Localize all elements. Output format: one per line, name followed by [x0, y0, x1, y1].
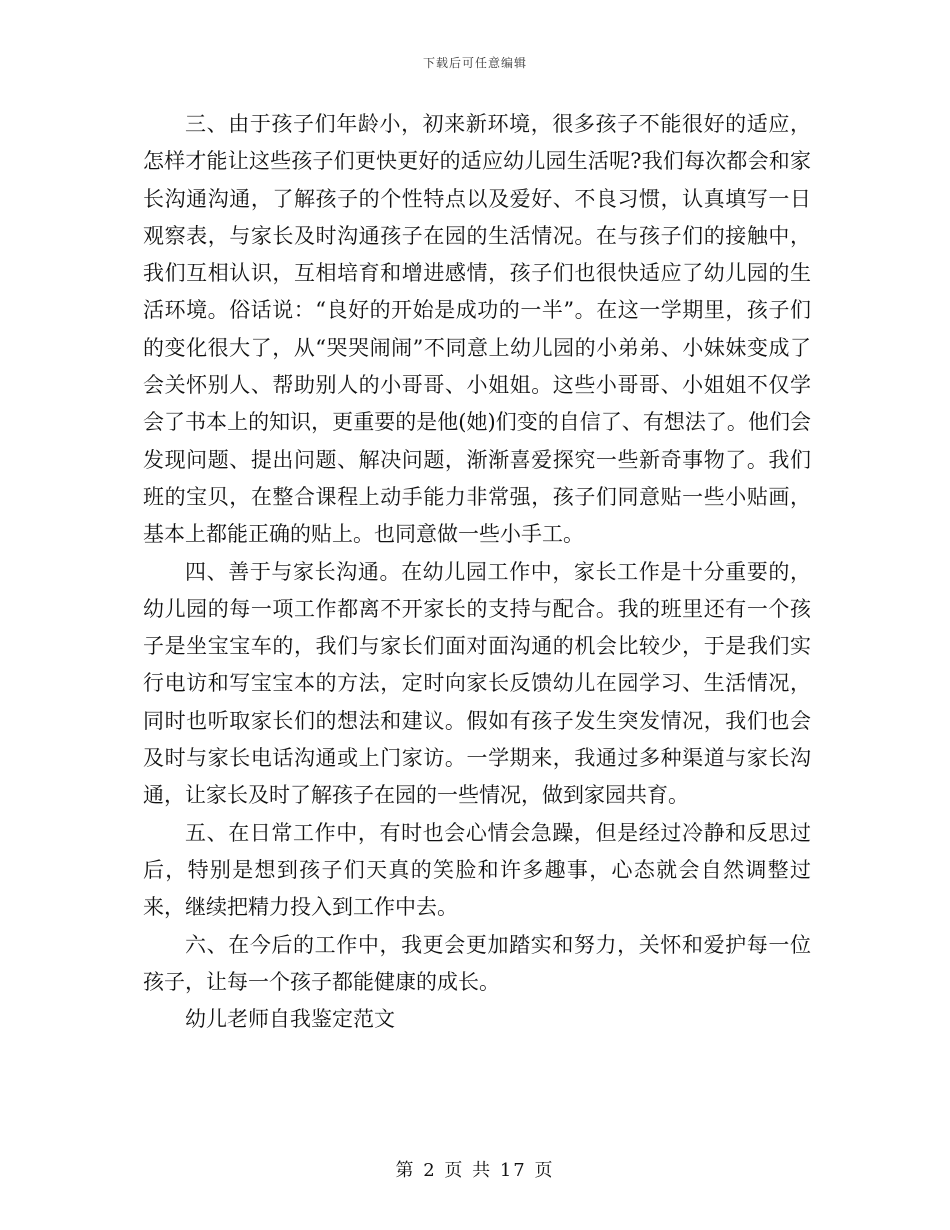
paragraph-five: 五、在日常工作中，有时也会心情会急躁，但是经过冷静和反思过后，特别是想到孩子们天真的笑脸和许多趣事，心态就会自然调整过来，继续把精力投入到工作中去。 [143, 820, 811, 920]
paragraph-four: 四、善于与家长沟通。在幼儿园工作中，家长工作是十分重要的，幼儿园的每一项工作都离不开家长的支持与配合。我的班里还有一个孩子是坐宝宝车的，我们与家长们面对面沟通的机会比较少，于是我们实行电访和写宝宝本的方法，定时向家长反馈幼儿在园学习、生活情况，同时也听取家长们的想法和建议。假如有孩子发生突发情况，我们也会及时与家长电话沟通或上门家访。一学期来，我通过多种渠道与家长沟通，让家长及时了解孩子在园的一些情况，做到家园共育。 [143, 559, 811, 808]
section-title: 幼儿老师自我鉴定范文 [185, 1007, 395, 1032]
paragraph-three: 三、由于孩子们年龄小，初来新环境，很多孩子不能很好的适应，怎样才能让这些孩子们更快更好的适应幼儿园生活呢?我们每次都会和家长沟通沟通，了解孩子的个性特点以及爱好、不良习惯，认真填写一日观察表，与家长及时沟通孩子在园的生活情况。在与孩子们的接触中，我们互相认识，互相培育和增进感情，孩子们也很快适应了幼儿园的生活环境。俗话说：“良好的开始是成功的一半”。在这一学期里，孩子们的变化很大了，从“哭哭闹闹”不同意上幼儿园的小弟弟、小妹妹变成了会关怀别人、帮助别人的小哥哥、小姐姐。这些小哥哥、小姐姐不仅学会了书本上的知识，更重要的是他(她)们变的自信了、有想法了。他们会发现问题、提出问题、解决问题，渐渐喜爱探究一些新奇事物了。我们班的宝贝，在整合课程上动手能力非常强，孩子们同意贴一些小贴画，基本上都能正确的贴上。也同意做一些小手工。 [143, 112, 811, 547]
paragraph-six: 六、在今后的工作中，我更会更加踏实和努力，关怀和爱护每一位孩子，让每一个孩子都能健康的成长。 [143, 932, 811, 994]
page-header-note: 下载后可任意编辑 [422, 56, 527, 70]
page-number-footer: 第 2 页 共 17 页 [395, 1160, 555, 1181]
document-body [143, 106, 811, 1038]
